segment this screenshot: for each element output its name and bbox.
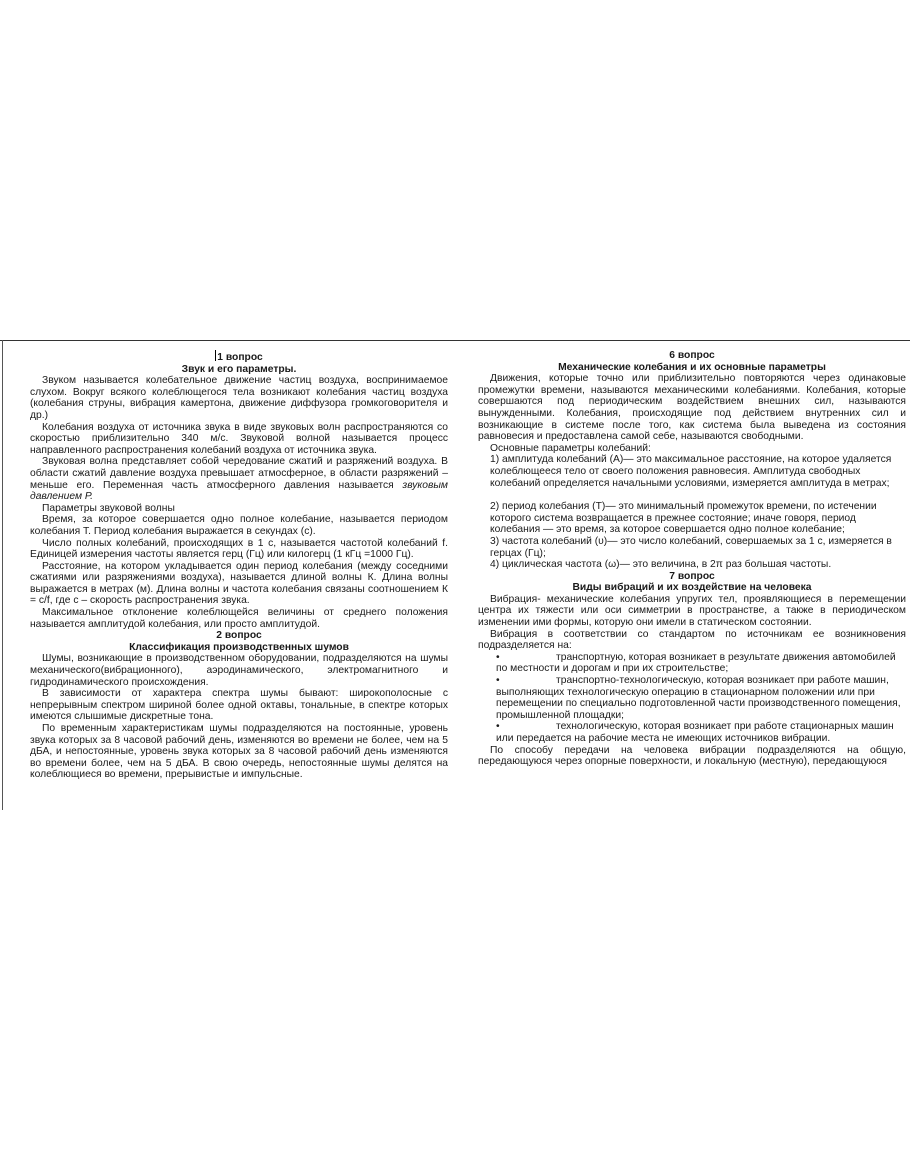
document-page <box>0 340 910 810</box>
q6-title: 6 вопрос <box>669 350 715 361</box>
left-column <box>30 350 448 781</box>
spacer <box>478 489 906 501</box>
right-column <box>478 350 906 768</box>
paragraph: Параметры звуковой волны <box>42 502 175 514</box>
bullet-item: • транспортно-технологическую, которая возникает при работе машин, выполняющих технологическую операцию в стационарном положении или при перемещении по специально подготовленной части производственного помещения, промышленной площадки; <box>496 675 901 721</box>
paragraph: Шумы, возникающие в производственном оборудовании, подразделяются на шумы механического(вибрационного), аэродинамического, электромагнитного и гидродинамического происхождения. <box>30 653 448 688</box>
q7-subtitle: Виды вибраций и их воздействие на человека <box>572 582 812 594</box>
q2-subtitle: Классификация производственных шумов <box>129 641 349 653</box>
paragraph: Вибрация- механические колебания упругих тел, проявляющиеся в перемещении центра их тяжести или оси симметрии в пространстве, а также в периодическом изменении ими формы, которую они имели в статическом состоянии. <box>478 593 906 629</box>
bullet-icon: • <box>496 721 500 733</box>
list-item: 3) частота колебаний (υ)— это число колебаний, совершаемых за 1 с, измеряется в герцах (Гц); <box>490 535 892 559</box>
paragraph: Звуком называется колебательное движение частиц воздуха, воспринимаемое слухом. Вокруг всякого колеблющегося тела возникают колебания частиц воздуха (колебания струны, вибрация камертона, движение диффузора громкоговорителя и др.) <box>30 375 448 421</box>
paragraph: По временным характеристикам шумы подразделяются на постоянные, уровень звука которых за 8 часовой рабочий день, изменяются во времени не более, чем на 5 дБА, и непостоянные, уровень звука которых за 8 часовой рабочий день изменяются во времени более, чем на 5 дБА. В свою очередь, непостоянные шумы делятся на колеблющиеся во времени, прерывистые и импульсные. <box>30 723 448 781</box>
paragraph: Расстояние, на котором укладывается один период колебания (между соседними сжатиями или разряжениями воздуха), называется длиной волны К. Длина волны выражается в метрах (м). Длина волны и частота колебания связаны соотношением К = с/f, где с – скорость распространения звука. <box>30 560 448 607</box>
q7-title: 7 вопрос <box>669 570 715 582</box>
bullet-icon: • <box>496 675 500 687</box>
bullet-icon: • <box>496 651 500 663</box>
q1-title: 1 вопрос <box>217 352 263 363</box>
paragraph: Вибрация в соответствии со стандартом по источникам ее возникновения подразделяется на: <box>478 628 906 652</box>
list-item: 2) период колебания (Т)— это минимальный промежуток времени, по истечении которого система возвращается в прежнее состояние; иначе говоря, период колебания — это время, за которое совершается одно полное колебание; <box>490 501 877 536</box>
q6-subtitle: Механические колебания и их основные параметры <box>558 361 826 373</box>
q2-title: 2 вопрос <box>216 630 262 642</box>
paragraph: По способу передачи на человека вибрации подразделяются на общую, передающуюся через опорные поверхности, и локальную (местную), передающуюся <box>478 744 906 768</box>
list-item: 4) циклическая частота (ω)— это величина, в 2π раз большая частоты. <box>490 559 832 571</box>
paragraph: В зависимости от характера спектра шумы бывают: широкополосные с непрерывным спектром шириной более одной октавы, тональные, в спектре которых имеются слышимые дискретные тона. <box>30 688 448 723</box>
q1-subtitle: Звук и его параметры. <box>181 363 297 375</box>
bullet-item: • транспортную, которая возникает в результате движения автомобилей по местности и дорогам и при их строительстве; <box>496 651 896 675</box>
paragraph: Время, за которое совершается одно полное колебание, называется периодом колебания Т. Период колебания выражается в секундах (с). <box>30 514 448 537</box>
paragraph: Колебания воздуха от источника звука в виде звуковых волн распространяются со скоростью приблизительно 340 м/с. Звуковой волной называется процесс направленного распространения колебаний воздуха от источника звука. <box>30 421 448 456</box>
paragraph: Основные параметры колебаний: <box>490 442 651 454</box>
paragraph: Максимальное отклонение колеблющейся величины от среднего положения называется амплитудой колебания, или просто амплитудой. <box>30 607 448 630</box>
paragraph: Движения, которые точно или приблизительно повторяются через одинаковые промежутки времени, называются механическими колебаниями. Колебания, которые совершаются под периодическим воздействием внешних сил, называются вынужденными. Колебания, происходящие под действием внутренних сил и возникающие в системе после того, как система была выведена из состояния равновесия и предоставлена самой себе, называются свободными. <box>478 373 906 443</box>
page-top-border <box>0 340 910 341</box>
bullet-item: • технологическую, которая возникает при работе стационарных машин или передается на рабочие места не имеющих источников вибрации. <box>496 721 894 744</box>
paragraph: Звуковая волна представляет собой чередование сжатий и разряжений воздуха. В области сжатий давление воздуха превышает атмосферное, в области разряжений – меньше его. Переменная часть атмосферного давления называется звуковым давлением Р. <box>30 456 448 503</box>
paragraph: Число полных колебаний, происходящих в 1 с, называется частотой колебаний f. Единицей измерения частоты является герц (Гц) или килогерц (1 кГц =1000 Гц). <box>30 537 448 561</box>
list-item: 1) амплитуда колебаний (А)— это максимальное расстояние, на которое удаляется колеблющееся тело от своего положения равновесия. Амплитуда свободных колебаний определяется начальными условиями, измеряется амплитуда в метрах; <box>490 454 892 489</box>
page-left-border <box>2 340 3 810</box>
italic-term: звуковым давлением Р. <box>30 479 448 503</box>
